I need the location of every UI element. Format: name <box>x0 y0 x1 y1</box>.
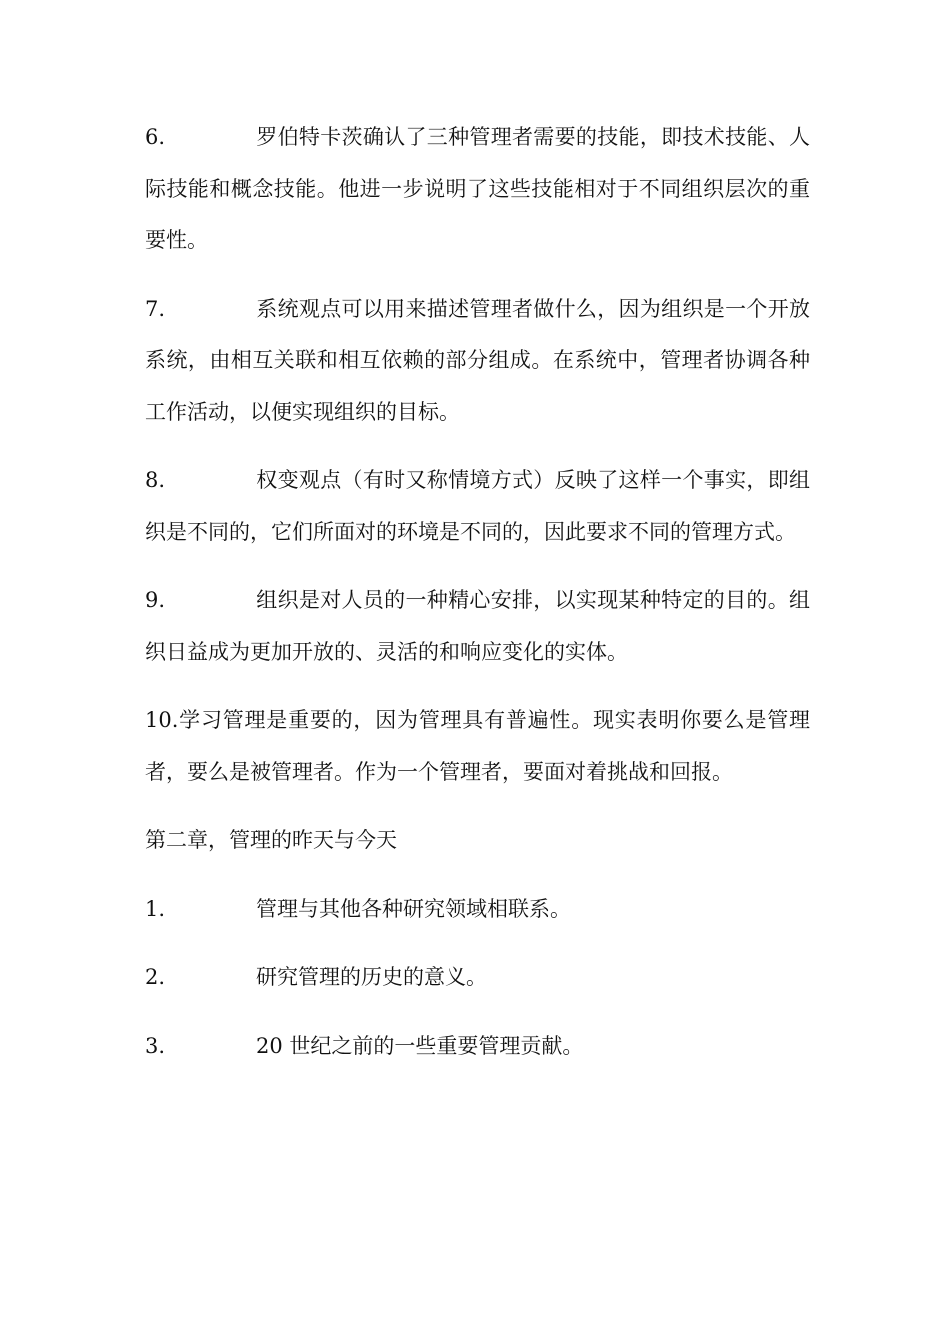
chapter-list-item-1 <box>145 884 810 936</box>
item-text: 权变观点（有时又称情境方式）反映了这样一个事实，即组织是不同的，它们所面对的环境是不同的，因此要求不同的管理方式。 <box>145 468 810 544</box>
document-page <box>145 112 810 1089</box>
list-item-10 <box>145 695 810 798</box>
list-item-7 <box>145 284 810 439</box>
item-text: 罗伯特卡茨确认了三种管理者需要的技能，即技术技能、人际技能和概念技能。他进一步说明了这些技能相对于不同组织层次的重要性。 <box>145 125 810 252</box>
item-text: 研究管理的历史的意义。 <box>256 965 487 989</box>
item-text: 学习管理是重要的，因为管理具有普遍性。现实表明你要么是管理者，要么是被管理者。作为一个管理者，要面对着挑战和回报。 <box>145 708 810 784</box>
chapter-heading: 第二章，管理的昨天与今天 <box>145 828 397 852</box>
chapter-list-item-3 <box>145 1021 810 1073</box>
item-number: 7. <box>145 296 166 321</box>
chapter-list-item-2 <box>145 952 810 1004</box>
item-number: 2. <box>145 965 166 989</box>
item-number: 8. <box>145 468 166 492</box>
item-number: 6. <box>145 125 166 149</box>
item-number: 1. <box>145 896 166 921</box>
item-text: 系统观点可以用来描述管理者做什么，因为组织是一个开放系统，由相互关联和相互依赖的部分组成。在系统中，管理者协调各种工作活动，以便实现组织的目标。 <box>145 296 810 424</box>
list-item-6 <box>145 112 810 267</box>
item-text: 组织是对人员的一种精心安排，以实现某种特定的目的。组织日益成为更加开放的、灵活的和响应变化的实体。 <box>145 588 810 664</box>
list-item-8 <box>145 455 810 558</box>
item-number: 10. <box>145 708 179 732</box>
item-number: 9. <box>145 588 166 612</box>
item-text: 20 世纪之前的一些重要管理贡献。 <box>256 1033 584 1058</box>
item-number: 3. <box>145 1033 166 1058</box>
item-text: 管理与其他各种研究领域相联系。 <box>256 896 571 921</box>
list-item-9 <box>145 575 810 678</box>
